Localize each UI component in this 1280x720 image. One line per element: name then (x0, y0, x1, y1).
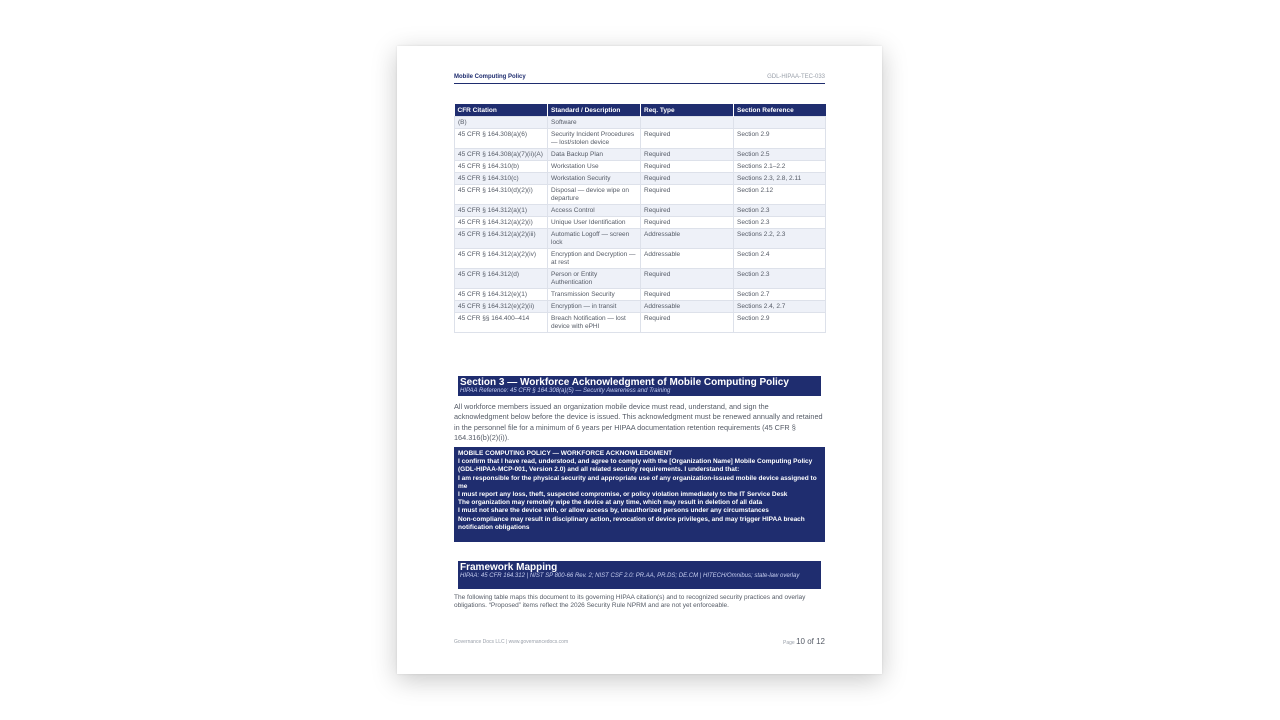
table-row (455, 185, 826, 205)
table-cell: Required (641, 217, 734, 229)
table-cell: 45 CFR § 164.308(a)(7)(ii)(A) (455, 149, 548, 161)
table-cell: Automatic Logoff — screen lock (548, 229, 641, 249)
table-cell (641, 117, 734, 129)
framework-mapping-banner (458, 561, 821, 589)
footer-company: Governance Docs LLC | www.governancedocs.com (454, 639, 569, 645)
table-cell: Required (641, 269, 734, 289)
section-3-reference: HIPAA Reference: 45 CFR § 164.308(a)(5) — Security Awareness and Training (460, 388, 671, 394)
table-row (455, 161, 826, 173)
ack-line: Non-compliance may result in disciplinary action, revocation of device privileges, and may trigger HIPAA breach notification obligations (458, 515, 805, 531)
table-row (455, 117, 826, 129)
table-cell: Required (641, 129, 734, 149)
table-cell: Sections 2.1–2.2 (734, 161, 826, 173)
table-cell: Section 2.7 (734, 289, 826, 301)
table-row (455, 173, 826, 185)
table-cell: 45 CFR § 164.310(b) (455, 161, 548, 173)
table-cell: Encryption — in transit (548, 301, 641, 313)
table-cell: 45 CFR § 164.310(d)(2)(i) (455, 185, 548, 205)
table-cell: Breach Notification — lost device with ePHI (548, 313, 641, 333)
table-row (455, 149, 826, 161)
table-cell: Required (641, 185, 734, 205)
acknowledgment-box (454, 447, 825, 542)
page-number: 10 of 12 (796, 637, 825, 646)
table-cell: 45 CFR § 164.312(d) (455, 269, 548, 289)
table-cell: Section 2.5 (734, 149, 826, 161)
framework-heading: Framework Mapping (460, 562, 558, 573)
column-header: CFR Citation (455, 104, 548, 117)
ack-line: I must not share the device with, or allow access by, unauthorized persons under any circumstances (458, 507, 769, 515)
table-row (455, 301, 826, 313)
table-cell: Section 2.12 (734, 185, 826, 205)
table-cell: 45 CFR § 164.312(e)(2)(ii) (455, 301, 548, 313)
table-cell: 45 CFR § 164.312(a)(2)(i) (455, 217, 548, 229)
table-cell: Encryption and Decryption — at rest (548, 249, 641, 269)
table-row (455, 205, 826, 217)
framework-body: The following table maps this document to its governing HIPAA citation(s) and to recognized security practices and overlay obligations. “Proposed” items reflect the 2026 Security Rule NPRM and are not yet enforceable. (454, 594, 806, 610)
table-cell: Sections 2.4, 2.7 (734, 301, 826, 313)
table-cell: Required (641, 205, 734, 217)
table-cell: Sections 2.3, 2.8, 2.11 (734, 173, 826, 185)
table-cell: 45 CFR §§ 164.400–414 (455, 313, 548, 333)
table-row (455, 229, 826, 249)
table-cell (734, 117, 826, 129)
framework-reference: HIPAA: 45 CFR 164.312 | NIST SP 800-66 Rev. 2; NIST CSF 2.0: PR.AA, PR.DS; DE.CM | HITECH/Omnibus; state-law overlay (460, 573, 800, 579)
ack-line: I confirm that I have read, understood, and agree to comply with the [Organization Name] Mobile Computing Policy (GDL-HIPAA-MCP-001, Version 2.0) and all related security requirements. I understand that: (458, 458, 813, 474)
table-row (455, 217, 826, 229)
ack-title: MOBILE COMPUTING POLICY — WORKFORCE ACKNOWLEDGMENT (458, 450, 673, 457)
document-page (397, 46, 882, 674)
table-cell: Section 2.4 (734, 249, 826, 269)
table-row (455, 249, 826, 269)
table-cell: Required (641, 313, 734, 333)
table-cell: Section 2.3 (734, 217, 826, 229)
table-cell: Addressable (641, 301, 734, 313)
table-cell: 45 CFR § 164.312(e)(1) (455, 289, 548, 301)
ack-line: The organization may remotely wipe the device at any time, which may result in deletion of all data (458, 499, 763, 507)
table-cell: Workstation Security (548, 173, 641, 185)
table-cell: Unique User Identification (548, 217, 641, 229)
table-cell: Addressable (641, 229, 734, 249)
column-header: Section Reference (734, 104, 826, 117)
table-cell: Transmission Security (548, 289, 641, 301)
table-header-row (455, 104, 826, 117)
table-cell: 45 CFR § 164.312(a)(2)(iv) (455, 249, 548, 269)
table-row (455, 129, 826, 149)
running-header (454, 74, 825, 84)
column-header: Standard / Description (548, 104, 641, 117)
table-body (455, 117, 826, 333)
table-cell: Software (548, 117, 641, 129)
table-cell: Section 2.3 (734, 205, 826, 217)
table-cell: Required (641, 161, 734, 173)
table-cell: Sections 2.2, 2.3 (734, 229, 826, 249)
table-cell: Person or Entity Authentication (548, 269, 641, 289)
table-cell: Required (641, 149, 734, 161)
section-3-body: All workforce members issued an organization mobile device must read, understand, and sign the acknowledgment below before the device is issued. This acknowledgment must be renewed annually and retained in the personnel file for a minimum of 6 years per HIPAA documentation retention requirements (45 CFR § 164.316(b)(2)(i)). (454, 402, 823, 442)
table-cell: 45 CFR § 164.312(a)(2)(iii) (455, 229, 548, 249)
header-doc-id: GDL-HIPAA-TEC-033 (767, 74, 825, 80)
table-row (455, 313, 826, 333)
table-cell: Required (641, 173, 734, 185)
section-3-banner (458, 376, 821, 396)
page-label: Page (783, 640, 795, 646)
table-cell: Section 2.3 (734, 269, 826, 289)
column-header: Req. Type (641, 104, 734, 117)
footer-page-number (783, 637, 825, 646)
table-cell: 45 CFR § 164.312(a)(1) (455, 205, 548, 217)
table-cell: (B) (455, 117, 548, 129)
table-cell: Workstation Use (548, 161, 641, 173)
table-cell: Required (641, 289, 734, 301)
table-cell: Section 2.9 (734, 313, 826, 333)
table-cell: Section 2.9 (734, 129, 826, 149)
table-row (455, 289, 826, 301)
table-cell: 45 CFR § 164.308(a)(6) (455, 129, 548, 149)
table-row (455, 269, 826, 289)
ack-line: I must report any loss, theft, suspected compromise, or policy violation immediately to the IT Service Desk (458, 491, 788, 499)
cfr-mapping-table (454, 104, 826, 333)
table-cell: Disposal — device wipe on departure (548, 185, 641, 205)
table-cell: Access Control (548, 205, 641, 217)
ack-line: I am responsible for the physical security and appropriate use of any organization-issued mobile device assigned to me (458, 474, 817, 490)
header-title: Mobile Computing Policy (454, 74, 526, 80)
table-cell: Security Incident Procedures — lost/stolen device (548, 129, 641, 149)
table-cell: 45 CFR § 164.310(c) (455, 173, 548, 185)
table-cell: Addressable (641, 249, 734, 269)
table-cell: Data Backup Plan (548, 149, 641, 161)
section-3-heading: Section 3 — Workforce Acknowledgment of Mobile Computing Policy (460, 377, 789, 388)
